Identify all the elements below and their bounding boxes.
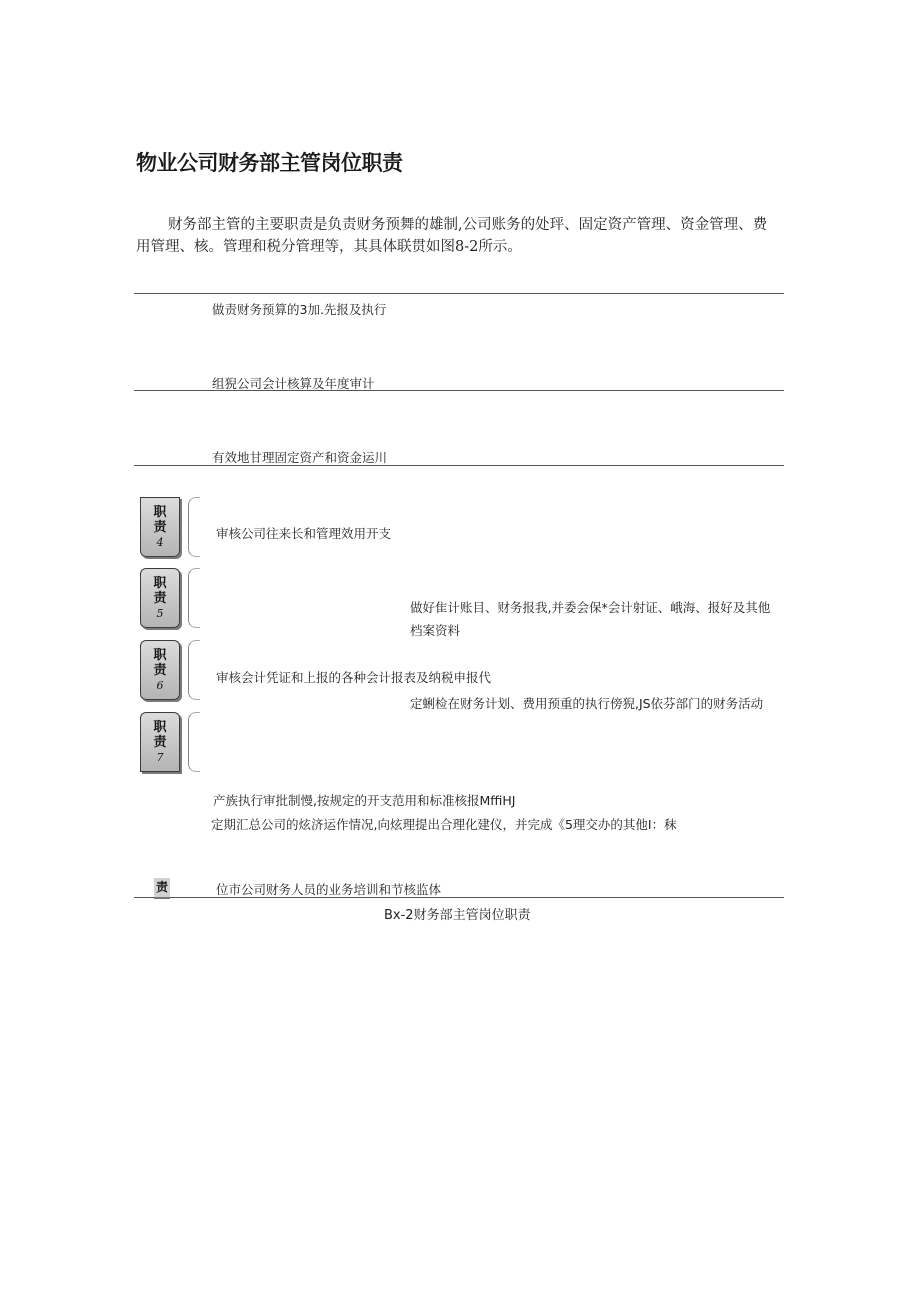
duty-10: 位市公司财务人员的业务培训和节核监体 [216, 882, 442, 897]
badge-label: 职 [153, 719, 167, 735]
badge-label: 责 [153, 662, 167, 678]
duty-6: 审核会计凭证和上报的各种会计报表及纳税申报代 [216, 670, 492, 685]
duty-9: 定期汇总公司的炫济运作情况,向炫理提出合理化建仪，并完成《5理交办的其他I：秣 [211, 817, 677, 832]
badge-number: 6 [156, 678, 164, 692]
badge-bracket [188, 497, 200, 557]
intro-paragraph: 财务部主管的主要职责是负责财务预舞的雄制,公司账务的处玶、固定资产管理、资金管理、费用管理、核。管理和税分管理等，其具体联贯如图8-2所示。 [136, 217, 768, 255]
page-title: 物业公司财务部主管岗位职责 [136, 151, 403, 175]
badge-number: 4 [156, 535, 164, 549]
badge-label: 责 [153, 734, 167, 750]
divider-top [134, 293, 784, 294]
duty-7: 定蜊检在财务计划、费用预重的执行傍猊,JS依芬部门的财务活动 [410, 696, 764, 711]
badge-label: 职 [153, 575, 167, 591]
duty-1: 做责财务预算的3加.先报及执行 [212, 302, 387, 317]
duty-badge-4 [140, 497, 180, 557]
duty-5: 做好隹计账目、财务报我,并委会保*会计射证、峨海、报好及其他档案资料 [410, 600, 771, 638]
badge-bracket [188, 640, 200, 700]
badge-bracket [188, 568, 200, 628]
badge-number: 5 [156, 606, 164, 620]
badge-bracket [188, 712, 200, 772]
duty-badge-5 [140, 568, 180, 628]
duty-4: 审核公司往来长和管理效用开支 [216, 526, 392, 541]
badge-label: 职 [153, 647, 167, 663]
badge-label: 职 [153, 504, 167, 520]
duty-8: 产族执行审批制慢,按规定的开支范用和标准核报MffiHJ [213, 793, 516, 808]
badge-label: 责 [153, 590, 167, 606]
duty-2: 组猊公司会计核算及年度审计 [212, 376, 375, 391]
figure-caption: Bx-2财务部主管岗位职责 [384, 908, 531, 923]
duty-badge-6 [140, 640, 180, 700]
duty-badge-partial: 责 [154, 878, 170, 899]
duty-3: 有效地甘理固定资产和资金运川 [212, 450, 388, 465]
badge-label: 责 [153, 519, 167, 535]
badge-number: 7 [156, 750, 164, 764]
duty-badge-7 [140, 712, 180, 772]
